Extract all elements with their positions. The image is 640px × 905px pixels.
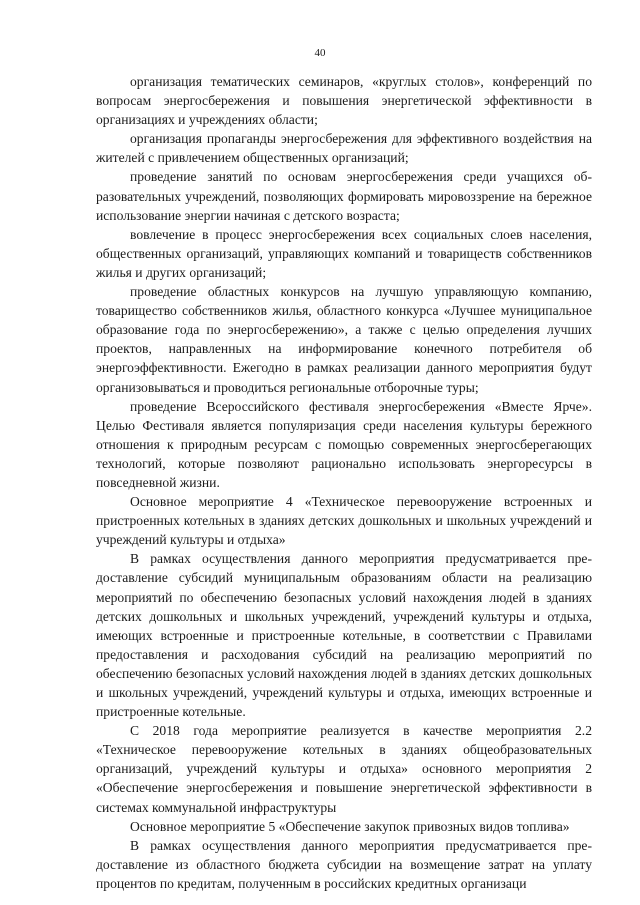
paragraph-since-2018: С 2018 года мероприятие реализуется в качестве мероприятия 2.2 «Техническое перевооружение котельных в зданиях общеобразовательных организаций, учреждений культуры и отдыха» основного мероприятия 2 «Обеспечение энергосбережения и повышение энергетической эффективности в системах коммунальной инфраструктуры xyxy=(96,723,592,815)
paragraph-subsidies-boilers: В рамках осуществления данного мероприятия предусматривается предоставление субсидий муниципальным образованиям области на реализацию мероприятий по обеспечению безопасных условий нахождения людей в зданиях детских дошкольных и школьных учреждений, учреждений культуры и отдыха, имеющих встроенные и пристроенные котельные, в соответствии с Правилами предоставления и расходования субсидий на реализацию мероприятий по обеспечению безопасных условий нахождения людей в зданиях детских дошкольных и школьных учреждений, учреждений культуры и отдыха, имеющих встроенные и пристроенные котельные. xyxy=(96,551,592,720)
paragraph-social-involvement: вовлечение в процесс энергосбережения всех социальных слоев населения, общественных организаций, управляющих компаний и товариществ собственников жилья и других организаций; xyxy=(96,226,592,280)
paragraph-festival: проведение Всероссийского фестиваля энергосбережения «Вместе Ярче». Целью Фестиваля является популяризация среди населения культуры бережного отношения к природным ресурсам с помощью современных энергосберегающих технологий, которые позволяют рационально использовать энергоресурсы в повседневной жизни. xyxy=(96,398,592,490)
page-number: 40 xyxy=(314,47,326,59)
paragraph-main-activity-5: Основное мероприятие 5 «Обеспечение закупок привозных видов топлива» xyxy=(130,818,570,834)
body-text xyxy=(96,72,592,893)
paragraph-propaganda: организация пропаганды энергосбережения для эффективного воздействия на жителей с привлечением общественных организаций; xyxy=(96,131,592,166)
paragraph-student-lessons: проведение занятий по основам энергосбережения среди учащихся образовательных учреждений, позволяющих формировать мировоззрение на бережное использование энергии начиная с детского возраста; xyxy=(96,169,592,223)
paragraph-main-activity-4: Основное мероприятие 4 «Техническое перевооружение встроенных и пристроенных котельных в зданиях детских дошкольных и школьных учреждений и учреждений культуры и отдыха» xyxy=(96,494,592,548)
paragraph-fuel-subsidy: В рамках осуществления данного мероприятия предусматривается предоставление из областного бюджета субсидии на возмещение затрат на уплату процентов по кредитам, полученным в российских кредитных организаци xyxy=(96,837,592,891)
paragraph-regional-contests: проведение областных конкурсов на лучшую управляющую компанию, товарищество собственников жилья, областного конкурса «Лучшее муниципальное образование года по энергосбережению», а также с целью определения лучших проектов, направленных на информирование конечного потребителя об энергоэффективности. Ежегодно в рамках реализации данного мероприятия будут организовываться и проводиться региональные отборочные туры; xyxy=(96,284,592,395)
paragraph-seminars: организация тематических семинаров, «круглых столов», конференций по вопросам энергосбережения и повышения энергетической эффективности в организациях и учреждениях области; xyxy=(96,74,592,128)
